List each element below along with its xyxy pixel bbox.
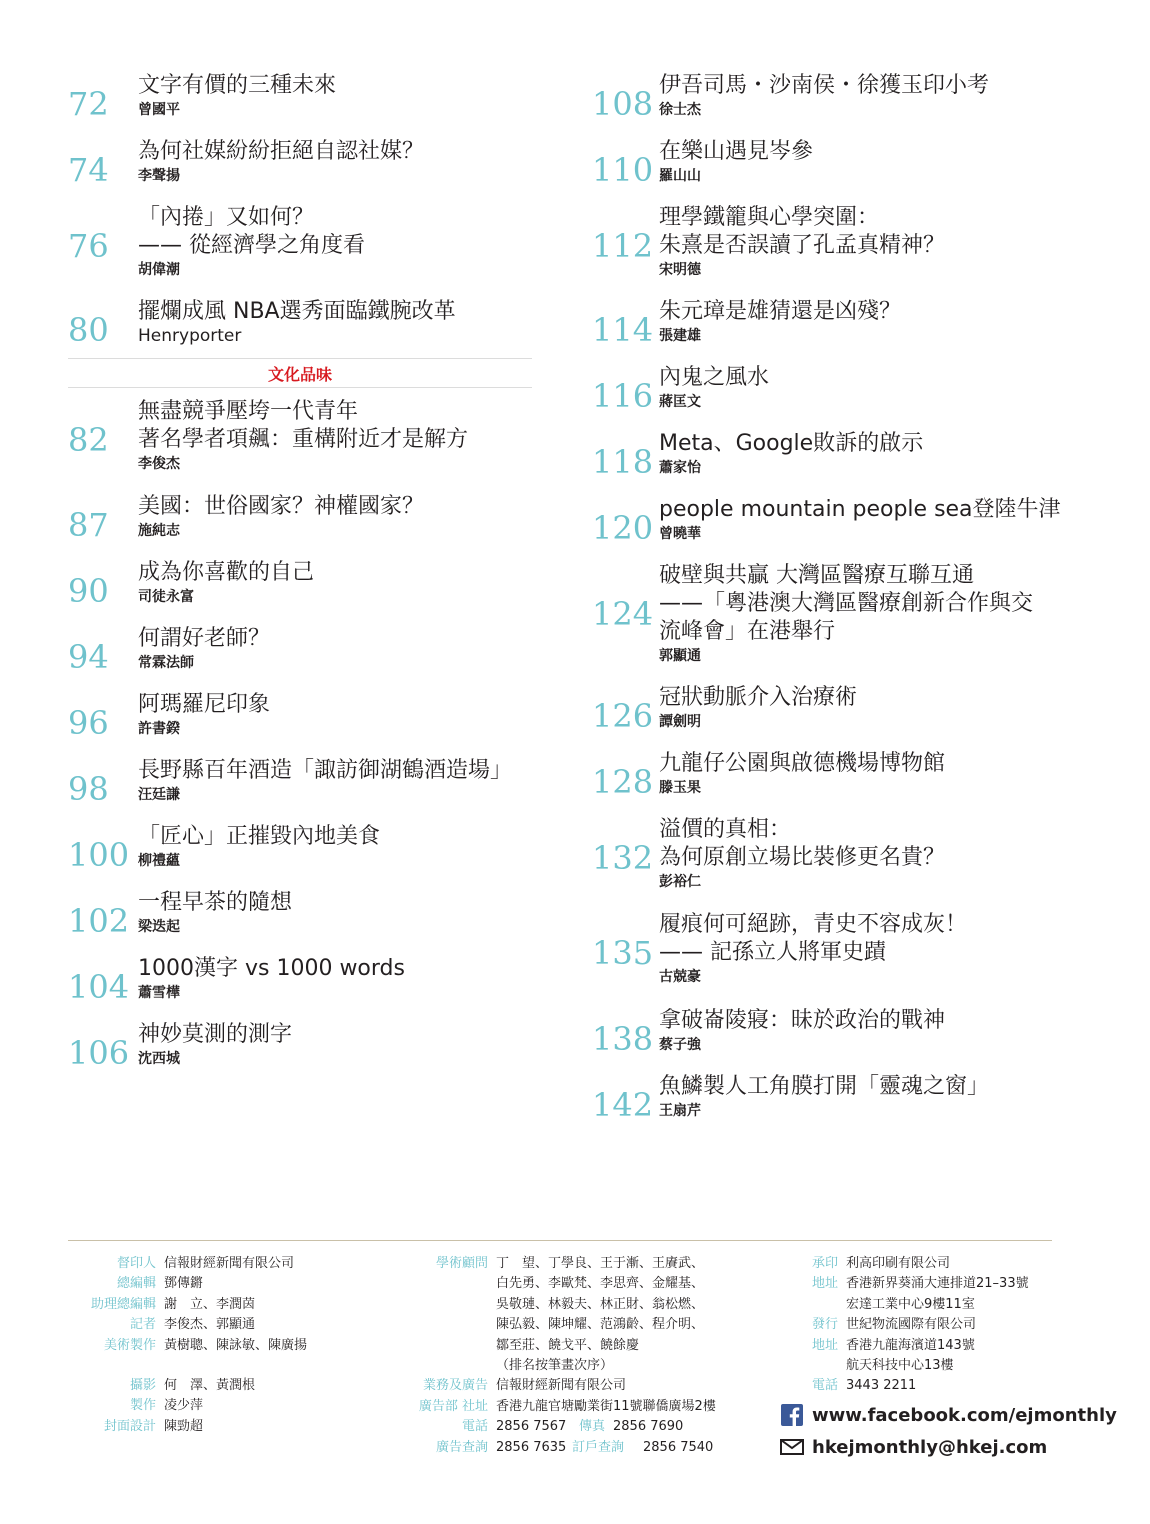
section-title: 文化品味 <box>267 364 332 384</box>
contents-right-column <box>592 72 1072 1139</box>
page-number: 118 <box>592 443 654 481</box>
credit-value: 何 澤、黃潤根 <box>164 1378 256 1394</box>
page-number: 72 <box>68 85 109 123</box>
credit-label: 攝影 <box>129 1378 156 1394</box>
article-author: 張建雄 <box>659 328 701 344</box>
toc-entry[interactable] <box>68 889 532 955</box>
article-title: 「匠心」正摧毀內地美食 <box>138 824 381 849</box>
page-number: 142 <box>592 1086 654 1124</box>
phone-label: 電話 <box>811 1378 838 1394</box>
distributor-address-label: 地址 <box>811 1337 838 1353</box>
article-title: Meta、Google敗訴的啟示 <box>659 431 924 456</box>
article-title: 流峰會」在港舉行 <box>659 619 836 644</box>
article-author: 羅山山 <box>659 168 701 184</box>
article-author: 郭顯通 <box>659 648 701 664</box>
article-title: 拿破崙陵寢：昧於政治的戰神 <box>659 1008 946 1033</box>
article-author: 許書鍨 <box>138 721 180 737</box>
credit-value: 鄧傳鏘 <box>164 1276 204 1292</box>
footer-divider <box>68 1240 1052 1241</box>
article-author: 常霖法師 <box>138 655 194 671</box>
toc-entry[interactable] <box>68 204 532 298</box>
article-author: 蕭家怡 <box>659 460 701 476</box>
toc-entry[interactable] <box>68 1021 532 1087</box>
article-author: 蔣匡文 <box>659 394 701 410</box>
credit-label: 記者 <box>129 1317 156 1333</box>
toc-entry[interactable] <box>68 493 532 559</box>
credit-value: 凌少萍 <box>164 1398 204 1414</box>
business-value: 信報財經新聞有限公司 <box>496 1378 627 1394</box>
sub-enquiry-label: 訂戶查詢 <box>572 1439 625 1455</box>
address-label: 廣告部 社址 <box>418 1398 488 1414</box>
facebook-url: www.facebook.com/ejmonthly <box>812 1404 1117 1426</box>
toc-entry[interactable] <box>592 496 1072 562</box>
article-title: 朱熹是否誤讀了孔孟真精神？ <box>659 233 946 258</box>
article-author: 徐士杰 <box>659 102 701 118</box>
toc-entry[interactable] <box>68 757 532 823</box>
toc-entry[interactable] <box>68 559 532 625</box>
contents-list-culture <box>68 398 532 1087</box>
toc-entry[interactable] <box>592 1007 1072 1073</box>
toc-entry[interactable] <box>68 138 532 204</box>
sub-enquiry-value: 2856 7540 <box>643 1439 714 1455</box>
facebook-icon <box>780 1404 804 1426</box>
credit-value: 謝 立、李潤茵 <box>164 1296 256 1312</box>
article-author: 蔡子強 <box>659 1037 701 1053</box>
credit-label: 督印人 <box>116 1256 156 1271</box>
distributor-address-line: 航天科技中心13樓 <box>846 1358 954 1374</box>
toc-entry[interactable] <box>68 955 532 1021</box>
article-title: 履痕何可絕跡，青史不容成灰！ <box>659 912 968 937</box>
article-title: 1000漢字 vs 1000 words <box>138 956 405 981</box>
email-link[interactable] <box>780 1436 1047 1458</box>
article-title: 在樂山遇見岑參 <box>659 139 814 164</box>
page-number: 94 <box>68 638 109 676</box>
credit-value: 陳勁超 <box>164 1418 204 1434</box>
ad-enquiry-value: 2856 7635 <box>496 1439 567 1455</box>
article-title: 成為你喜歡的自己 <box>138 560 315 585</box>
page-number: 128 <box>592 763 654 801</box>
page-number: 114 <box>592 311 654 349</box>
article-author: 李聲揚 <box>138 168 180 184</box>
article-author: 王扇芹 <box>659 1103 701 1119</box>
printer-label: 承印 <box>811 1256 838 1271</box>
article-title: 九龍仔公園與啟德機場博物館 <box>659 751 946 776</box>
page-number: 98 <box>68 770 109 808</box>
toc-entry[interactable] <box>68 691 532 757</box>
page-number: 87 <box>68 506 109 544</box>
toc-entry[interactable] <box>592 750 1072 816</box>
fax-label: 傳真 <box>578 1419 605 1435</box>
article-author: 曾曉華 <box>659 526 701 542</box>
advisors-note: （排名按筆畫次序） <box>496 1358 614 1374</box>
advisors-line: 鄒至莊、饒戈平、饒餘慶 <box>496 1337 640 1353</box>
article-author: 彭裕仁 <box>659 874 701 890</box>
article-title: —— 記孫立人將軍史蹟 <box>659 940 886 965</box>
printer-value: 利高印刷有限公司 <box>846 1256 951 1271</box>
fax-value: 2856 7690 <box>613 1419 684 1435</box>
article-title: 魚鱗製人工角膜打開「靈魂之窗」 <box>659 1074 990 1099</box>
article-author: 胡偉潮 <box>138 262 180 278</box>
article-author: 汪廷謙 <box>138 787 180 803</box>
article-author: 梁迭起 <box>138 919 180 935</box>
credit-label: 製作 <box>129 1398 156 1414</box>
article-author: Henryporter <box>138 326 242 346</box>
toc-entry[interactable] <box>592 72 1072 138</box>
credit-label: 封面設計 <box>103 1418 156 1434</box>
page-number: 135 <box>592 934 654 972</box>
page-number: 138 <box>592 1020 654 1058</box>
article-title: 「內捲」又如何？ <box>138 205 315 230</box>
article-title: 美國：世俗國家？神權國家？ <box>138 494 425 519</box>
contents-list-current-affairs <box>68 72 532 362</box>
page-number: 110 <box>592 151 654 189</box>
article-title: 為何原創立場比裝修更名貴？ <box>659 845 946 870</box>
article-author: 柳禮蘊 <box>138 853 180 869</box>
page-number: 106 <box>68 1034 130 1072</box>
printer-address-label: 地址 <box>811 1276 838 1292</box>
article-title: 著名學者項飆：重構附近才是解方 <box>138 427 469 452</box>
toc-entry[interactable] <box>68 823 532 889</box>
article-title: 神妙莫測的測字 <box>138 1022 293 1047</box>
business-label: 業務及廣告 <box>422 1378 488 1394</box>
page-number: 82 <box>68 421 109 459</box>
page-number: 74 <box>68 151 109 189</box>
article-title: 伊吾司馬・沙南侯・徐獲玉印小考 <box>659 73 990 98</box>
contents-left-column <box>68 72 532 1087</box>
article-author: 施純志 <box>138 523 180 539</box>
credits-right <box>782 1254 1029 1397</box>
page-number: 126 <box>592 697 654 735</box>
toc-entry[interactable] <box>68 72 532 138</box>
article-title: 內鬼之風水 <box>659 365 770 390</box>
distributor-label: 發行 <box>811 1317 838 1333</box>
article-title: 冠狀動脈介入治療術 <box>659 685 858 710</box>
credit-value: 信報財經新聞有限公司 <box>164 1256 295 1271</box>
article-title: 文字有價的三種未來 <box>138 73 337 98</box>
phone-value: 3443 2211 <box>846 1378 917 1394</box>
page-number: 124 <box>592 595 654 633</box>
page-number: 100 <box>68 836 130 874</box>
page-number: 120 <box>592 509 654 547</box>
toc-entry[interactable] <box>592 430 1072 496</box>
article-author: 李俊杰 <box>138 456 180 472</box>
credits-left <box>68 1254 307 1437</box>
ad-enquiry-label: 廣告查詢 <box>435 1439 488 1455</box>
advisors-line: 丁 望、丁學良、王于漸、王賡武、 <box>496 1256 705 1271</box>
envelope-icon <box>780 1436 804 1458</box>
email-address: hkejmonthly@hkej.com <box>812 1436 1048 1458</box>
article-title: 長野縣百年酒造「諏訪御湖鶴酒造場」 <box>138 758 513 783</box>
advisors-line: 吳敬璉、林毅夫、林正財、翁松燃、 <box>496 1296 705 1312</box>
page-number: 96 <box>68 704 109 742</box>
article-title: 為何社媒紛紛拒絕自認社媒？ <box>138 139 425 164</box>
article-title: 溢價的真相： <box>659 817 792 842</box>
article-author: 曾國平 <box>138 102 180 118</box>
contents-list-right <box>592 72 1072 1139</box>
page-number: 102 <box>68 902 130 940</box>
article-title: 一程早茶的隨想 <box>138 890 293 915</box>
toc-entry[interactable] <box>592 204 1072 298</box>
page-number: 80 <box>68 311 109 349</box>
toc-entry[interactable] <box>592 364 1072 430</box>
article-title: 理學鐵籠與心學突圍： <box>659 205 880 230</box>
tel-label: 電話 <box>461 1419 488 1435</box>
facebook-link[interactable] <box>780 1404 1117 1426</box>
article-title: ——「粵港澳大灣區醫療創新合作與交 <box>659 591 1034 616</box>
distributor-value: 世紀物流國際有限公司 <box>846 1317 977 1333</box>
distributor-address-line: 香港九龍海濱道143號 <box>846 1337 975 1353</box>
toc-entry[interactable] <box>592 138 1072 204</box>
address-value: 香港九龍官塘勵業街11號聯僑廣場2樓 <box>496 1398 716 1414</box>
article-title: 朱元璋是雄猜還是凶殘？ <box>659 299 902 324</box>
credit-value: 黃樹聰、陳詠敏、陳廣揚 <box>164 1337 308 1353</box>
article-author: 沈西城 <box>138 1051 180 1067</box>
section-divider <box>68 358 532 388</box>
article-author: 古兢豪 <box>659 969 701 985</box>
credit-value: 李俊杰、郭顯通 <box>164 1317 256 1333</box>
article-author: 譚劍明 <box>659 714 701 730</box>
page-number: 112 <box>592 227 654 265</box>
toc-entry[interactable] <box>592 816 1072 911</box>
advisors-line: 白先勇、李歐梵、李思齊、金耀基、 <box>496 1276 705 1292</box>
printer-address-line: 宏達工業中心9樓11室 <box>846 1296 975 1312</box>
credit-label: 助理總編輯 <box>90 1296 156 1312</box>
article-author: 宋明德 <box>659 262 701 278</box>
toc-entry[interactable] <box>68 398 532 493</box>
credits-middle <box>398 1254 716 1458</box>
article-title: —— 從經濟學之角度看 <box>138 233 365 258</box>
article-title: 何謂好老師？ <box>138 626 271 651</box>
page-number: 76 <box>68 227 109 265</box>
toc-entry[interactable] <box>68 625 532 691</box>
page-number: 104 <box>68 968 130 1006</box>
advisors-line: 陳弘毅、陳坤耀、范鴻齡、程介明、 <box>496 1317 705 1333</box>
article-title: 阿瑪羅尼印象 <box>138 692 271 717</box>
toc-entry[interactable] <box>592 1073 1072 1139</box>
toc-entry[interactable] <box>592 911 1072 1007</box>
page-number: 116 <box>592 377 654 415</box>
page-number: 108 <box>592 85 654 123</box>
advisors-label: 學術顧問 <box>435 1256 488 1271</box>
printer-address-line: 香港新界葵涌大連排道21–33號 <box>846 1276 1029 1292</box>
toc-entry[interactable] <box>592 684 1072 750</box>
tel-value: 2856 7567 <box>496 1419 567 1435</box>
article-title: people mountain people sea登陸牛津 <box>659 497 1061 522</box>
credit-label: 美術製作 <box>103 1337 156 1353</box>
article-author: 蕭雪樺 <box>138 985 180 1001</box>
article-author: 司徒永富 <box>138 589 194 605</box>
toc-entry[interactable] <box>592 298 1072 364</box>
article-author: 滕玉果 <box>659 780 701 796</box>
toc-entry[interactable] <box>592 562 1072 684</box>
page-number: 90 <box>68 572 109 610</box>
page-number: 132 <box>592 839 654 877</box>
article-title: 無盡競爭壓垮一代青年 <box>138 399 359 424</box>
article-title: 破壁與共贏 大灣區醫療互聯互通 <box>659 563 974 588</box>
credit-label: 總編輯 <box>116 1276 156 1292</box>
toc-entry[interactable] <box>68 298 532 362</box>
article-title: 擺爛成風 NBA選秀面臨鐵腕改革 <box>138 299 456 324</box>
